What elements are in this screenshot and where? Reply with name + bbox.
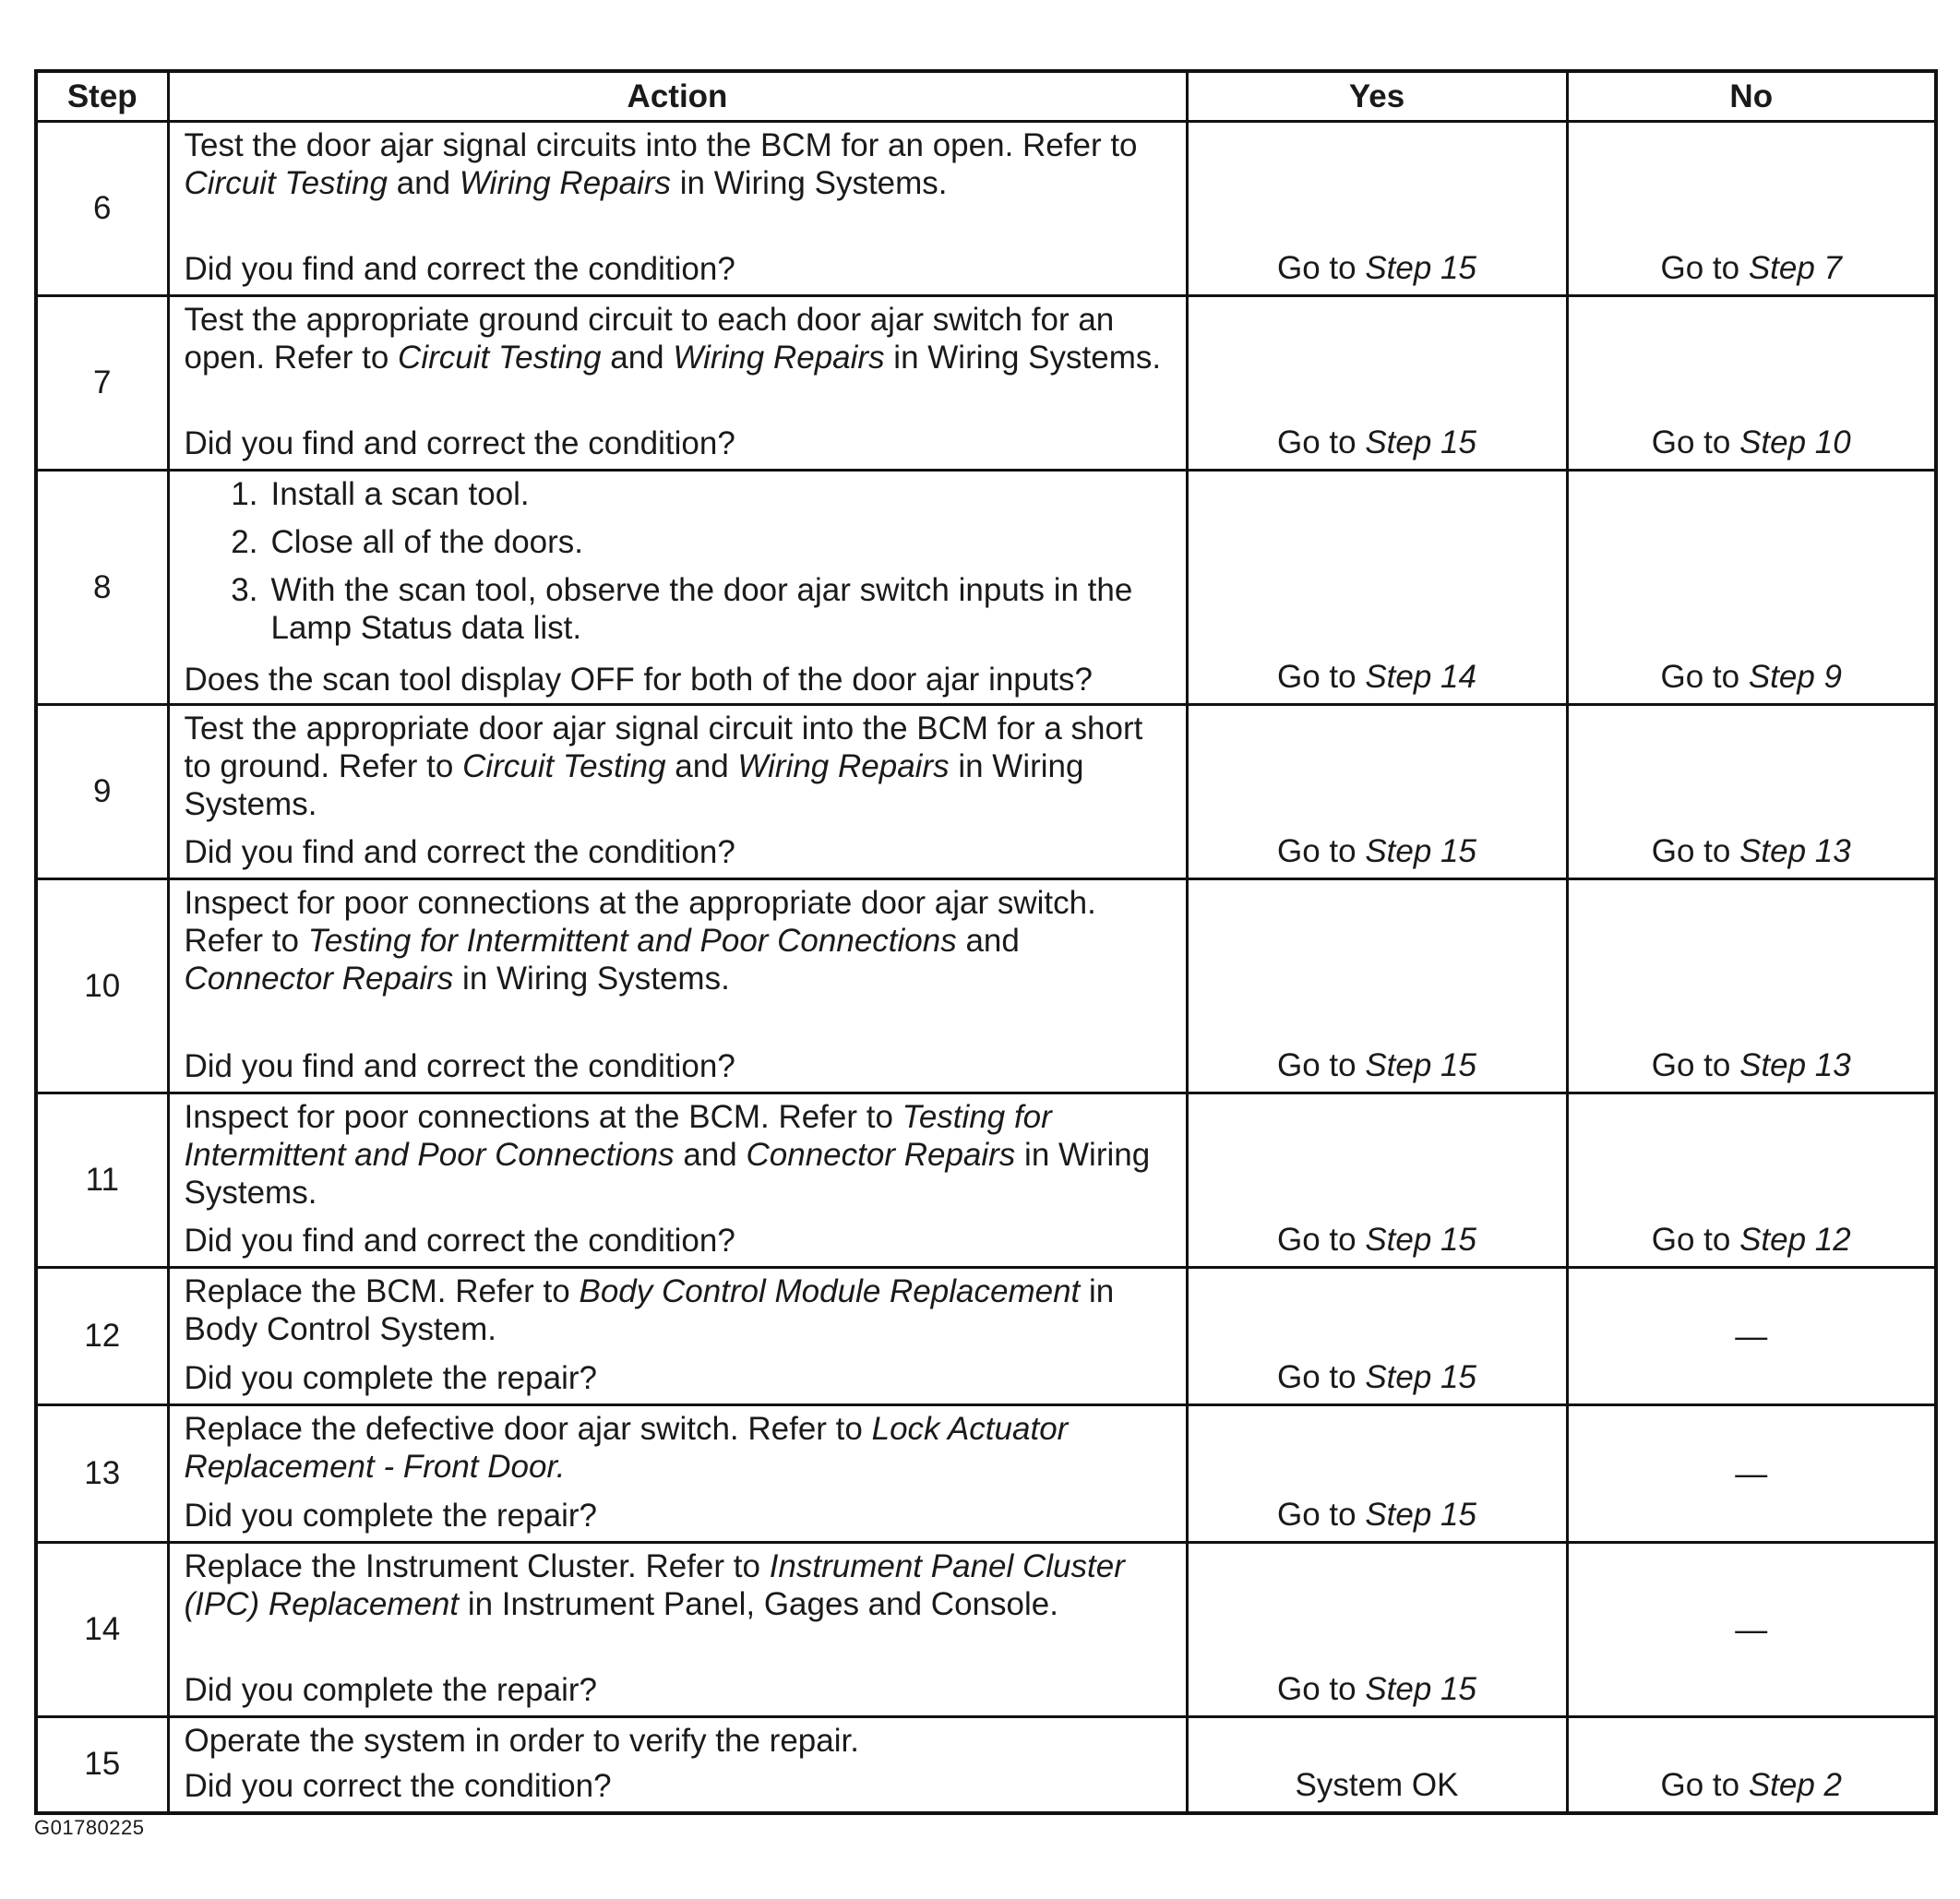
no-outcome-none	[1567, 1405, 1936, 1543]
text-run: Go to	[1277, 250, 1366, 286]
text-run: Go to	[1660, 1766, 1749, 1803]
table-row	[36, 1093, 1936, 1268]
reference-link-text: Step 14	[1365, 659, 1476, 695]
text-run: Replace the defective door ajar switch. Refer to	[184, 1411, 872, 1447]
no-outcome-none	[1567, 1543, 1936, 1717]
list-item	[185, 523, 1171, 561]
text-run: Go to	[1277, 659, 1366, 695]
text-run: Replace the BCM. Refer to	[184, 1273, 580, 1309]
reference-link-text: Lock Actuator Replacement - Front Door.	[184, 1411, 1069, 1485]
text-run: Replace the Instrument Cluster. Refer to	[184, 1548, 770, 1584]
text-run: in Wiring Systems.	[453, 961, 730, 997]
text-run: Go to	[1277, 1671, 1366, 1707]
yes-outcome	[1187, 1093, 1567, 1268]
step-number: 6	[36, 122, 168, 296]
reference-link-text: Step 15	[1365, 1222, 1476, 1258]
action-question: Did you find and correct the condition?	[184, 425, 735, 461]
reference-link-text: Wiring Repairs	[459, 165, 672, 201]
action-question: Did you complete the repair?	[184, 1498, 597, 1534]
step-number: 11	[36, 1093, 168, 1268]
action-instruction	[185, 1098, 1171, 1212]
action-question: Did you find and correct the condition?	[184, 1223, 735, 1259]
text-run: System OK	[1295, 1766, 1459, 1803]
text-run: in Wiring Systems.	[184, 1137, 1151, 1211]
no-outcome	[1567, 471, 1936, 705]
text-run: in Wiring Systems.	[671, 165, 948, 201]
yes-outcome	[1187, 1268, 1567, 1405]
text-run: and	[674, 1137, 747, 1173]
text-run: Go to	[1277, 1497, 1366, 1533]
action-instruction	[185, 884, 1171, 997]
table-body	[36, 122, 1936, 1813]
text-run: Go to	[1651, 1222, 1740, 1258]
reference-link-text: Testing for Intermittent and Poor Connections	[184, 1099, 1052, 1173]
list-item	[185, 475, 1171, 513]
header-yes: Yes	[1187, 71, 1567, 122]
table-row	[36, 1268, 1936, 1405]
action-question: Does the scan tool display OFF for both of the door ajar inputs?	[184, 662, 1093, 698]
table-row	[36, 1717, 1936, 1813]
reference-link-text: Step 10	[1739, 424, 1851, 460]
text-run: Go to	[1277, 1222, 1366, 1258]
list-item-text: Install a scan tool.	[270, 476, 530, 512]
yes-outcome	[1187, 705, 1567, 879]
list-item	[185, 571, 1171, 647]
list-item-number: 3.	[231, 572, 258, 608]
reference-link-text: Step 15	[1365, 1359, 1476, 1395]
step-number: 12	[36, 1268, 168, 1405]
action-instruction	[185, 126, 1171, 202]
no-outcome	[1567, 879, 1936, 1093]
reference-link-text: Body Control Module Replacement	[579, 1273, 1081, 1309]
action-question: Did you complete the repair?	[184, 1672, 597, 1708]
action-instruction	[185, 710, 1171, 823]
reference-link-text: Step 15	[1365, 250, 1476, 286]
text-run: Go to	[1277, 1047, 1366, 1083]
list-item-text: With the scan tool, observe the door ajar switch inputs in the Lamp Status data list.	[270, 572, 1133, 646]
action-cell	[168, 122, 1187, 296]
action-cell	[168, 1268, 1187, 1405]
no-outcome	[1567, 705, 1936, 879]
text-run: Inspect for poor connections at the BCM. Refer to	[184, 1099, 902, 1135]
text-run: Go to	[1660, 250, 1749, 286]
text-run: Go to	[1651, 833, 1740, 869]
text-run: in Wiring Systems.	[884, 340, 1162, 376]
no-outcome	[1567, 1093, 1936, 1268]
yes-outcome	[1187, 1717, 1567, 1813]
diagnostic-table-container	[34, 69, 1934, 1815]
table-row	[36, 1405, 1936, 1543]
text-run: and	[665, 748, 738, 784]
action-instruction	[185, 1272, 1171, 1348]
yes-outcome	[1187, 471, 1567, 705]
action-cell	[168, 471, 1187, 705]
no-outcome	[1567, 296, 1936, 471]
reference-link-text: Step 13	[1739, 833, 1851, 869]
figure-code: G01780225	[34, 1816, 145, 1839]
reference-link-text: Connector Repairs	[184, 961, 454, 997]
reference-link-text: Step 12	[1739, 1222, 1851, 1258]
reference-link-text: Circuit Testing	[184, 165, 388, 201]
yes-outcome	[1187, 122, 1567, 296]
list-item-text: Close all of the doors.	[270, 524, 584, 560]
text-run: and	[956, 923, 1020, 959]
action-instruction	[185, 1547, 1171, 1623]
action-cell	[168, 1543, 1187, 1717]
text-run: Test the appropriate door ajar signal circuit into the BCM for a short to ground. Refer to	[184, 711, 1143, 784]
reference-link-text: Step 13	[1739, 1047, 1851, 1083]
table-row	[36, 471, 1936, 705]
text-run: Go to	[1660, 659, 1749, 695]
text-run: Operate the system in order to verify the repair.	[184, 1723, 859, 1759]
table-row	[36, 879, 1936, 1093]
header-no: No	[1567, 71, 1936, 122]
text-run: Go to	[1277, 424, 1366, 460]
reference-link-text: Wiring Repairs	[737, 748, 950, 784]
text-run: in Instrument Panel, Gages and Console.	[459, 1586, 1058, 1622]
reference-link-text: Wiring Repairs	[673, 340, 885, 376]
action-cell	[168, 879, 1187, 1093]
reference-link-text: Step 2	[1748, 1766, 1843, 1803]
reference-link-text: Step 15	[1365, 1671, 1476, 1707]
reference-link-text: Circuit Testing	[462, 748, 666, 784]
header-action: Action	[168, 71, 1187, 122]
action-instruction	[185, 301, 1171, 376]
table-row	[36, 705, 1936, 879]
step-number: 13	[36, 1405, 168, 1543]
yes-outcome	[1187, 296, 1567, 471]
text-run: Go to	[1651, 1047, 1740, 1083]
list-item-number: 1.	[231, 476, 258, 512]
text-run: Inspect for poor connections at the appropriate door ajar switch. Refer to	[184, 885, 1096, 959]
action-question: Did you find and correct the condition?	[184, 251, 735, 287]
diagnostic-table	[34, 69, 1938, 1815]
action-steps-list	[185, 475, 1171, 647]
header-step: Step	[36, 71, 168, 122]
reference-link-text: Testing for Intermittent and Poor Connections	[307, 923, 957, 959]
action-instruction	[185, 1410, 1171, 1486]
no-outcome	[1567, 1717, 1936, 1813]
action-instruction	[185, 1722, 1171, 1760]
reference-link-text: Step 15	[1365, 1497, 1476, 1533]
step-number: 9	[36, 705, 168, 879]
reference-link-text: Step 15	[1365, 424, 1476, 460]
action-cell	[168, 296, 1187, 471]
action-cell	[168, 1717, 1187, 1813]
no-outcome-none	[1567, 1268, 1936, 1405]
step-number: 7	[36, 296, 168, 471]
text-run: and	[601, 340, 674, 376]
dash-placeholder: —	[1735, 1455, 1768, 1492]
step-number: 10	[36, 879, 168, 1093]
step-number: 15	[36, 1717, 168, 1813]
text-run: Go to	[1277, 1359, 1366, 1395]
table-row	[36, 122, 1936, 296]
step-number: 14	[36, 1543, 168, 1717]
yes-outcome	[1187, 879, 1567, 1093]
yes-outcome	[1187, 1405, 1567, 1543]
action-question: Did you complete the repair?	[184, 1360, 597, 1396]
reference-link-text: Step 15	[1365, 833, 1476, 869]
dash-placeholder: —	[1735, 1318, 1768, 1355]
reference-link-text: Step 9	[1748, 659, 1843, 695]
text-run: in Body Control System.	[184, 1273, 1115, 1347]
text-run: Test the appropriate ground circuit to each door ajar switch for an open. Refer to	[184, 302, 1115, 376]
table-row	[36, 1543, 1936, 1717]
text-run: Test the door ajar signal circuits into the BCM for an open. Refer to	[184, 127, 1138, 163]
list-item-number: 2.	[231, 524, 258, 560]
text-run: and	[387, 165, 460, 201]
yes-outcome	[1187, 1543, 1567, 1717]
action-question: Did you find and correct the condition?	[184, 1048, 735, 1084]
header-row	[36, 71, 1936, 122]
dash-placeholder: —	[1735, 1611, 1768, 1648]
action-cell	[168, 705, 1187, 879]
reference-link-text: Circuit Testing	[398, 340, 602, 376]
text-run: Go to	[1277, 833, 1366, 869]
action-question: Did you find and correct the condition?	[184, 834, 735, 870]
no-outcome	[1567, 122, 1936, 296]
action-question: Did you correct the condition?	[184, 1768, 612, 1804]
reference-link-text: Instrument Panel Cluster (IPC) Replacement	[184, 1548, 1125, 1622]
text-run: in Wiring Systems.	[184, 748, 1084, 822]
reference-link-text: Step 7	[1748, 250, 1843, 286]
reference-link-text: Step 15	[1365, 1047, 1476, 1083]
text-run: Go to	[1651, 424, 1740, 460]
table-row	[36, 296, 1936, 471]
action-cell	[168, 1093, 1187, 1268]
step-number: 8	[36, 471, 168, 705]
reference-link-text: Connector Repairs	[746, 1137, 1016, 1173]
action-cell	[168, 1405, 1187, 1543]
